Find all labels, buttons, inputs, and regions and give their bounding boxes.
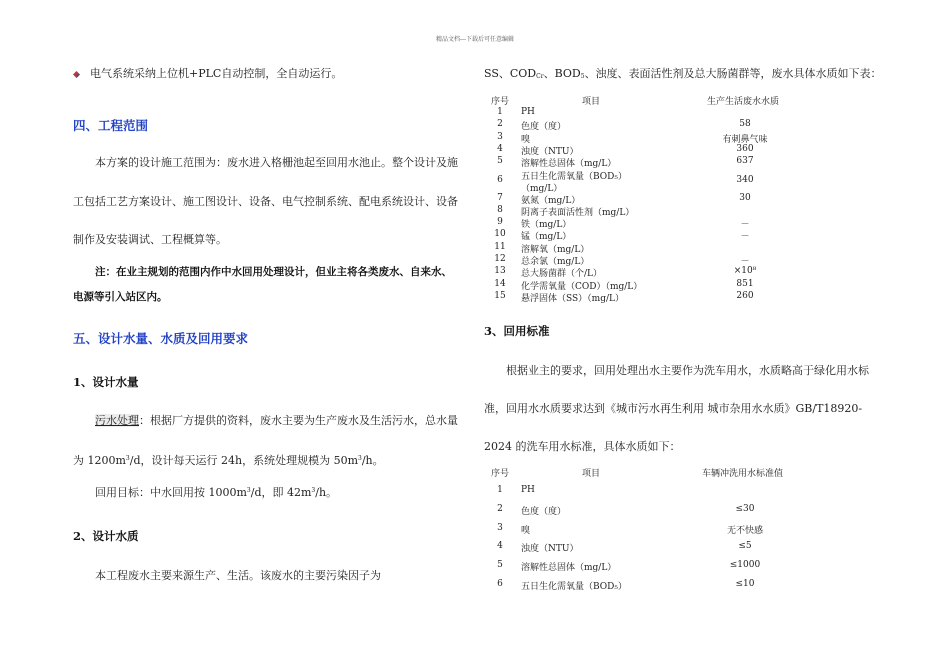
row-value: ≤10 [735,579,755,589]
row-item: 浊度（NTU） [521,544,579,555]
header-item: 项目 [582,469,601,479]
reuse-text-b: /d，即 42m [250,486,312,499]
wastewater-quality-table [485,94,885,309]
row-value: 无不快感 [726,525,763,536]
superscript: 3 [358,455,362,462]
superscript: 3 [125,455,130,462]
reuse-target-line [95,484,337,500]
row-item: 五日生化需氧量（BOD₅） [521,171,627,182]
row-item: 五日生化需氧量（BOD₅） [521,582,627,592]
row-item: 悬浮固体（SS）（mg/L） [521,293,624,304]
scope-para-line1: 本方案的设计施工范围为：废水进入格栅池起至回用水池止。整个设计及施 [95,156,458,169]
row-item: 溶解性总固体（mg/L） [521,563,617,574]
header-item: 项目 [582,97,601,107]
row-value: － [740,257,750,267]
row-item: 化学需氧量（COD）（mg/L） [521,281,643,292]
superscript: 3 [246,487,251,494]
page-header: 精品文档---下载后可任意编辑 [435,36,515,43]
row-no: 15 [494,290,506,301]
row-no: 1 [497,485,503,495]
row-no: 6 [497,174,503,185]
row-item: 氨氮（mg/L） [521,195,581,206]
row-value: 360 [736,143,754,154]
row-no: 4 [497,541,503,552]
row-value: 260 [736,290,754,301]
subsection2-title: 2、设计水质 [73,529,139,543]
row-item: 浊度（NTU） [521,146,579,157]
standard-para-line1: 根据业主的要求，回用处理出水主要作为洗车用水，水质略高于绿化用水标 [506,364,869,377]
water-volume-text-c: /h。 [361,454,384,467]
diamond-bullet-icon [73,71,80,78]
bullet-text: 电气系统采纳上位机+PLC自动控制，全自动运行。 [90,67,343,80]
standard-para-line2: 准，回用水水质要求达到《城市污水再生利用 城市杂用水水质》GB/T18920- [484,402,863,415]
row-value: ≤5 [738,541,752,552]
row-value: 有刺鼻气味 [722,134,768,145]
wastewater-treatment-label: 污水处理 [95,414,139,427]
water-volume-text-a: 为 1200m [73,454,126,467]
row-no: 5 [497,560,503,571]
row-item: 阴离子表面活性剂（mg/L） [521,207,635,218]
row-no: 9 [497,217,503,228]
row-no: 2 [497,503,503,514]
row-no: 12 [494,254,506,264]
row-item: 总余氯（mg/L） [521,257,590,267]
row-item: 铁（mg/L） [521,220,572,231]
section4-title: 四、工程范围 [73,118,149,133]
row-no: 13 [494,266,506,277]
row-item: 锰（mg/L） [521,232,572,243]
subscript: 5 [580,73,585,80]
row-no: 14 [494,278,506,289]
row-no: 3 [497,131,503,142]
note-line1: 注：在业主规划的范围内作中水回用处理设计，但业主将各类废水、自来水、 [95,266,452,278]
row-value: ≤1000 [729,560,761,571]
row-no: 6 [497,579,503,589]
row-item: 色度（度） [521,506,567,517]
pollutants-text-b: 、BOD [543,67,581,80]
row-value: － [740,220,750,231]
row-value: ×10⁸ [733,266,757,277]
row-item-line2: （mg/L） [521,183,563,194]
row-value: 851 [736,278,754,289]
reuse-text-c: /h。 [315,486,338,499]
water-volume-line1-rest: ：根据厂方提供的资料，废水主要为生产废水及生活污水，总水量 [139,414,458,427]
row-value: 637 [736,156,754,167]
reuse-standard-table [485,466,885,592]
subsection3-title: 3、回用标准 [484,324,550,338]
scope-para-line2: 工包括工艺方案设计、施工图设计、设备、电气控制系统、配电系统设计、设备 [73,195,458,208]
header-value: 车辆冲洗用水标准值 [702,469,784,479]
row-item: PH [521,107,535,117]
pollutants-text-a: SS、COD [484,67,537,80]
row-item: PH [521,485,535,495]
reuse-text-a: 回用目标：中水回用按 1000m [95,486,247,499]
row-item: 嗅 [521,134,531,145]
row-no: 4 [497,143,503,154]
row-value: 340 [736,174,754,185]
water-volume-line2 [73,452,384,468]
pollutants-text-c: 、浊度、表面活性剂及总大肠菌群等，废水具体水质如下表： [584,67,882,80]
section5-title: 五、设计水量、水质及回用要求 [73,331,249,346]
superscript: 3 [311,487,316,494]
row-value: － [740,232,750,243]
row-no: 7 [497,192,503,203]
row-no: 8 [497,204,503,215]
header-value: 生产生活废水水质 [707,97,780,107]
row-no: 5 [497,156,503,167]
row-no: 3 [497,522,503,533]
scope-para-line3: 制作及安装调试、工程概算等。 [73,233,227,246]
row-no: 1 [497,107,503,117]
quality-para-line1: 本工程废水主要来源生产、生活。该废水的主要污染因子为 [95,569,381,582]
row-item: 总大肠菌群（个/L） [521,269,603,280]
row-value: ≤30 [735,503,755,514]
row-value: 58 [739,119,751,130]
water-volume-line1 [95,414,458,428]
row-item: 色度（度） [521,122,567,133]
pollutants-line [484,67,882,84]
note-line2: 电源等引入站区内。 [73,291,168,303]
subscript: Cr [536,73,544,80]
row-item: 溶解氧（mg/L） [521,244,590,255]
row-item: 溶解性总固体（mg/L） [521,159,617,170]
row-no: 11 [494,241,506,252]
row-no: 10 [494,229,506,240]
row-item: 嗅 [521,525,531,536]
row-no: 2 [497,119,503,130]
subsection1-title: 1、设计水量 [73,375,139,389]
row-value: 30 [739,192,751,203]
water-volume-text-b: /d，设计每天运行 24h，系统处理规模为 50m [129,454,358,467]
standard-para-line3: 2024 的洗车用水标准，具体水质如下： [484,440,681,453]
header-no: 序号 [490,97,509,107]
header-no: 序号 [490,469,509,479]
